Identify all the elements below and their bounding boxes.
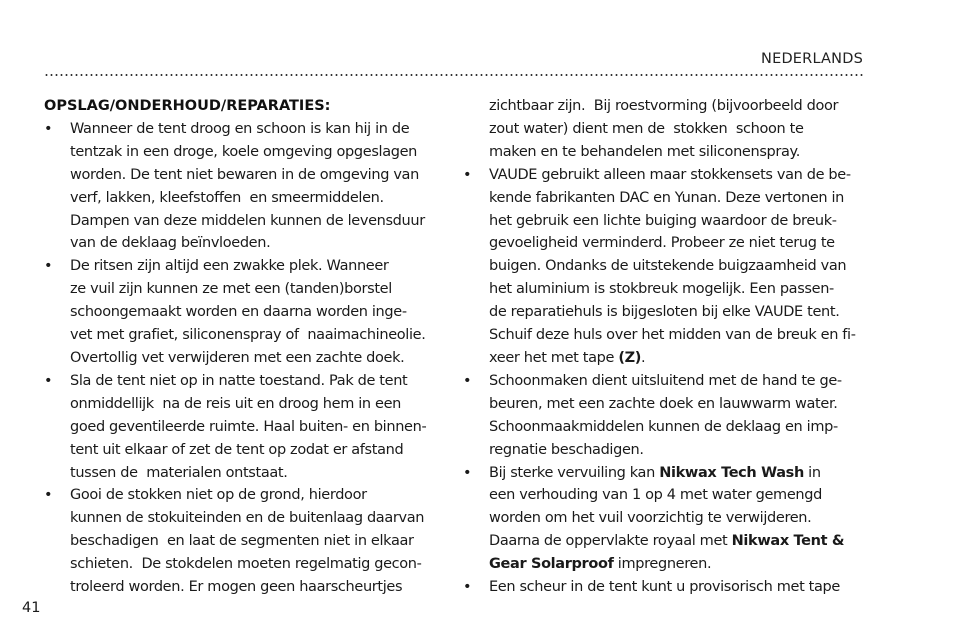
text-segment: Bij sterke vervuiling kan — [489, 464, 660, 481]
bullet: • — [44, 487, 53, 504]
list-item — [463, 370, 863, 462]
text-line: van de deklaag beïnvloeden. — [70, 235, 271, 252]
bullet: • — [463, 464, 472, 481]
list-item — [463, 462, 863, 577]
bullet: • — [44, 120, 53, 137]
text-segment: xeer het met tape — [489, 349, 619, 366]
text-line: vet met grafiet, siliconenspray of naaimachineolie. — [70, 327, 426, 344]
bullet: • — [44, 258, 53, 275]
text-line: Dampen van deze middelen kunnen de levensduur — [70, 212, 425, 229]
text-line: het gebruik een lichte buiging waardoor de breuk- — [489, 212, 837, 229]
text-line: een verhouding van 1 op 4 met water gemengd — [489, 487, 822, 504]
text-line: schoongemaakt worden en daarna worden inge- — [70, 304, 407, 321]
text-line: goed geventileerde ruimte. Haal buiten- en binnen- — [70, 418, 427, 435]
text-line: Schoonmaakmiddelen kunnen de deklaag en imp- — [489, 418, 838, 435]
text-line: de reparatiehuls is bijgesloten bij elke VAUDE tent. — [489, 304, 840, 321]
product-name: Nikwax Tent & — [731, 533, 845, 550]
figure-reference: (Z) — [618, 349, 642, 366]
text-line: verf, lakken, kleefstoffen en smeermiddelen. — [70, 189, 384, 206]
text-line: gevoeligheid verminderd. Probeer ze niet terug te — [489, 235, 835, 252]
text-line — [489, 347, 863, 370]
bullet: • — [463, 372, 472, 389]
bullet: • — [463, 579, 472, 596]
text-segment: Daarna de oppervlakte royaal met — [489, 533, 732, 550]
right-column — [463, 95, 863, 599]
text-line: buigen. Ondanks de uitstekende buigzaamheid van — [489, 258, 847, 275]
text-line: De ritsen zijn altijd een zwakke plek. Wanneer — [70, 258, 389, 275]
product-name: Gear Solarproof — [489, 556, 614, 573]
text-line: ze vuil zijn kunnen ze met een (tanden)borstel — [70, 281, 392, 298]
text-line: Schuif deze huls over het midden van de breuk en fi- — [489, 327, 856, 344]
text-segment: in — [803, 464, 821, 481]
text-line: Schoonmaken dient uitsluitend met de hand te ge- — [489, 372, 842, 389]
text-line: onmiddellijk na de reis uit en droog hem in een — [70, 395, 401, 412]
bullet: • — [463, 166, 472, 183]
text-line — [489, 530, 863, 553]
text-line: schieten. De stokdelen moeten regelmatig gecon- — [70, 556, 422, 573]
text-line: beuren, met een zachte doek en lauwwarm water. — [489, 395, 838, 412]
text-segment: impregneren. — [613, 556, 712, 573]
language-label: NEDERLANDS — [761, 51, 863, 67]
text-line: troleerd worden. Er mogen geen haarscheurtjes — [70, 579, 403, 596]
text-line: zout water) dient men de stokken schoon te — [489, 120, 804, 137]
text-line: Sla de tent niet op in natte toestand. Pak de tent — [70, 372, 408, 389]
text-line: Overtollig vet verwijderen met een zachte doek. — [70, 349, 405, 366]
list-item — [463, 576, 863, 599]
page-number: 41 — [22, 600, 41, 616]
list-item — [44, 255, 436, 370]
text-line: zichtbaar zijn. Bij roestvorming (bijvoorbeeld door — [489, 98, 839, 114]
list-item — [44, 484, 436, 599]
list-item — [44, 118, 436, 255]
text-line: regnatie beschadigen. — [489, 441, 644, 458]
list-item — [44, 370, 436, 485]
text-line: tent uit elkaar of zet de tent op zodat er afstand — [70, 441, 404, 458]
text-line: kende fabrikanten DAC en Yunan. Deze vertonen in — [489, 189, 845, 206]
text-line: tussen de materialen ontstaat. — [70, 464, 288, 481]
text-line: VAUDE gebruikt alleen maar stokkensets van de be- — [489, 166, 851, 183]
text-line: beschadigen en laat de segmenten niet in elkaar — [70, 533, 414, 550]
product-name: Nikwax Tech Wash — [659, 464, 804, 481]
text-segment: . — [641, 349, 646, 366]
text-line: kunnen de stokuiteinden en de buitenlaag daarvan — [70, 510, 425, 527]
left-column — [44, 95, 436, 599]
text-line: Een scheur in de tent kunt u provisorisch met tape — [489, 579, 840, 596]
section-heading: OPSLAG/ONDERHOUD/REPARATIES: — [44, 98, 331, 114]
bullet: • — [44, 372, 53, 389]
text-line: het aluminium is stokbreuk mogelijk. Een passen- — [489, 281, 834, 298]
text-line: Wanneer de tent droog en schoon is kan hij in de — [70, 120, 410, 137]
text-line: maken en te behandelen met siliconenspray. — [489, 143, 800, 160]
text-line — [489, 462, 863, 485]
text-line: worden om het vuil voorzichtig te verwijderen. — [489, 510, 812, 527]
dotted-divider — [44, 74, 863, 76]
text-line: Gooi de stokken niet op de grond, hierdoor — [70, 487, 367, 504]
list-item — [463, 164, 863, 370]
text-line: worden. De tent niet bewaren in de omgeving van — [70, 166, 419, 183]
text-line: tentzak in een droge, koele omgeving opgeslagen — [70, 143, 418, 160]
continued-text — [463, 95, 863, 164]
text-line — [489, 553, 863, 576]
